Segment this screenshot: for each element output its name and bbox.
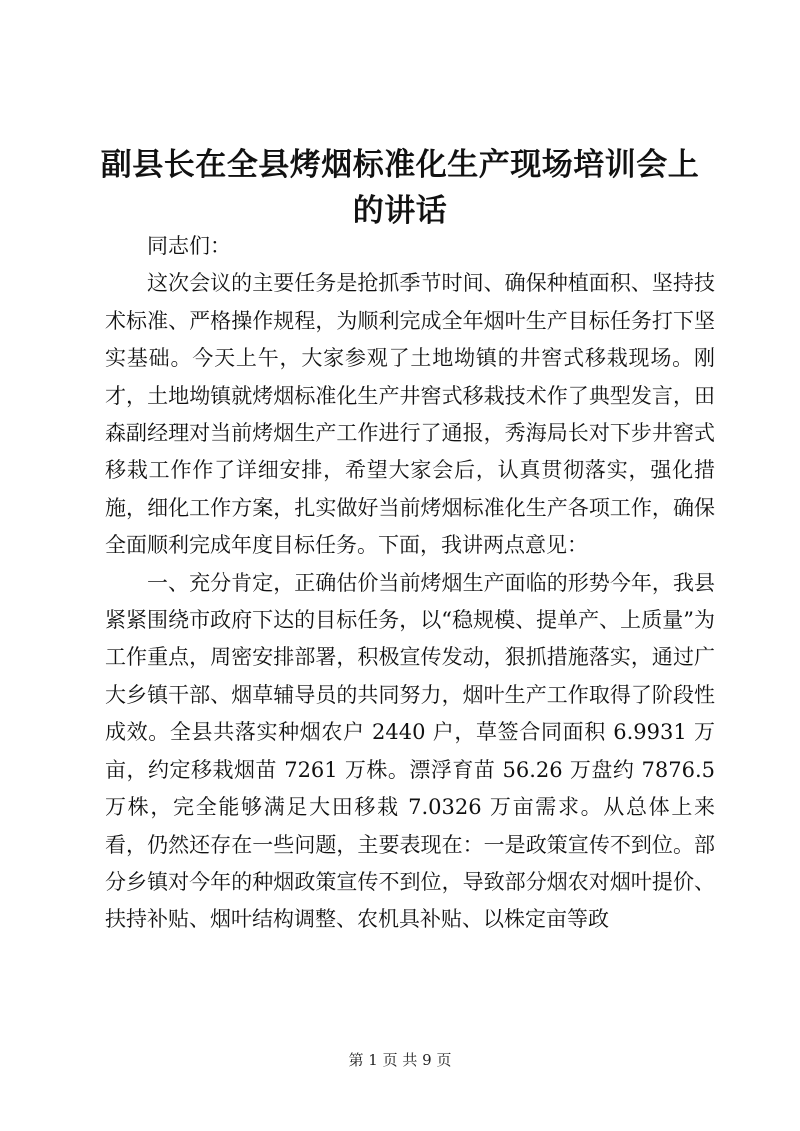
page-footer: 第 1 页 共 9 页 [348,1051,452,1069]
paragraph-2: 一、充分肯定，正确估价当前烤烟生产面临的形势今年，我县紧紧围绕市政府下达的目标任务，以“稳规模、提单产、上质量”为工作重点，周密安排部署，积极宣传发动，狠抓措施落实，通过广大乡镇干部、烟草辅导员的共同努力，烟叶生产工作取得了阶段性成效。全县共落实种烟农户 2440 户，草签合同面积 6.9931 万亩，约定移栽烟苗 7261 万株。漂浮育苗 56.26 万盘约 7876.5 万株，完全能够满足大田移栽 7.0326 万亩需求。从总体上来看，仍然还存在一些问题，主要表现在：一是政策宣传不到位。部分乡镇对今年的种烟政策宣传不到位，导致部分烟农对烟叶提价、扶持补贴、烟叶结构调整、农机具补贴、以株定亩等政 [105,570,715,932]
document-body [105,228,715,939]
paragraph-1: 这次会议的主要任务是抢抓季节时间、确保种植面积、坚持技术标准、严格操作规程，为顺利完成全年烟叶生产目标任务打下坚实基础。今天上午，大家参观了土地坳镇的井窖式移栽现场。刚才，土地坳镇就烤烟标准化生产井窖式移栽技术作了典型发言，田森副经理对当前烤烟生产工作进行了通报，秀海局长对下步井窖式移栽工作作了详细安排，希望大家会后，认真贯彻落实，强化措施，细化工作方案，扎实做好当前烤烟标准化生产各项工作，确保全面顺利完成年度目标任务。下面，我讲两点意见： [105,271,715,558]
document-title: 副县长在全县烤烟标准化生产现场培训会上的讲话 [100,147,700,229]
salutation: 同志们： [147,234,231,258]
